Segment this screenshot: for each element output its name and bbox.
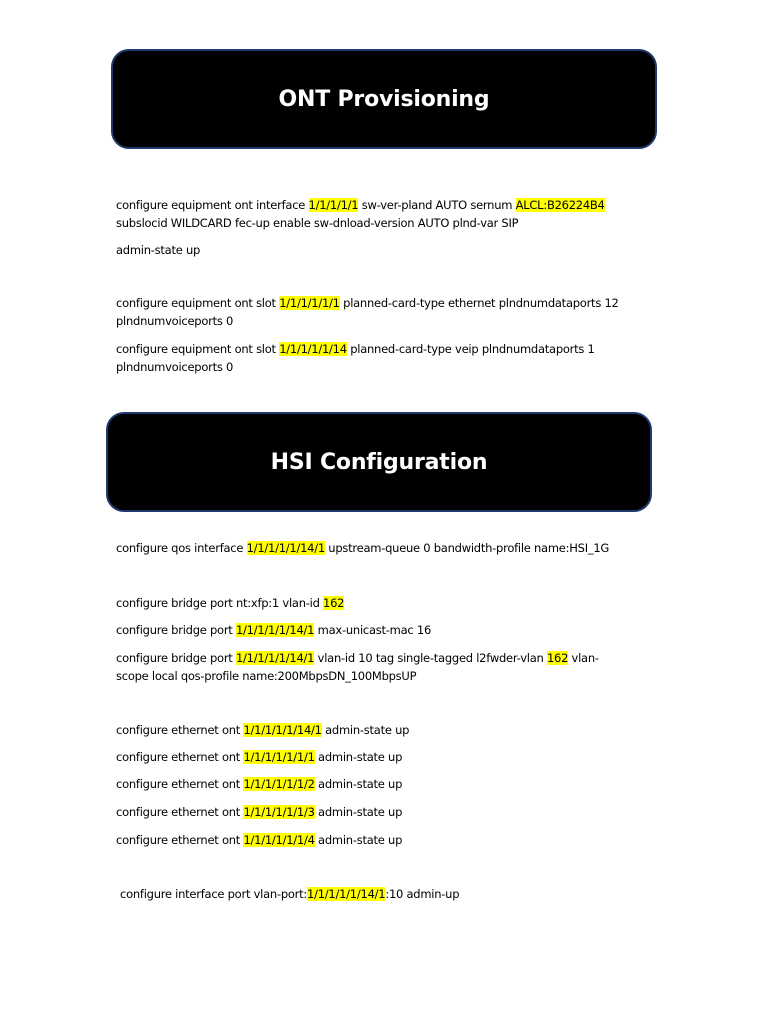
command-ethernet-ont [116, 831, 676, 849]
highlight-slot-id: 1/1/1/1/1/14 [279, 342, 347, 356]
command-text: configure ethernet ont [116, 833, 244, 847]
highlight-port-id: 1/1/1/1/1/1/1 [243, 750, 315, 764]
highlight-port-id: 1/1/1/1/1/1/3 [243, 805, 315, 819]
command-bridge-port-max-mac [116, 621, 676, 639]
command-text: configure ethernet ont [116, 750, 244, 764]
command-text: subslocid WILDCARD fec-up enable sw-dnload-version AUTO plnd-var SIP [116, 216, 519, 230]
highlight-port-id: 1/1/1/1/1/14/1 [307, 887, 386, 901]
command-text: admin-state up [314, 750, 403, 764]
highlight-ont-id: 1/1/1/1/1 [308, 198, 359, 212]
command-text: plndnumvoiceports 0 [116, 360, 234, 374]
command-text: configure ethernet ont [116, 805, 244, 819]
command-text: upstream-queue 0 bandwidth-profile name:HSI_1G [324, 541, 610, 555]
command-ethernet-ont [116, 803, 676, 821]
highlight-serial-number: ALCL:B26224B4 [515, 198, 605, 212]
command-text: vlan- [568, 651, 599, 665]
command-text: configure bridge port [116, 623, 236, 637]
command-text: :10 admin-up [385, 887, 460, 901]
command-text: max-unicast-mac 16 [314, 623, 432, 637]
highlight-port-id: 1/1/1/1/1/14/1 [246, 541, 325, 555]
command-bridge-port-xfp [116, 594, 676, 612]
highlight-port-id: 1/1/1/1/1/1/2 [243, 777, 315, 791]
command-admin-state [116, 241, 676, 259]
command-ethernet-ont [116, 775, 676, 793]
command-ethernet-ont [116, 748, 676, 766]
command-text: admin-state up [321, 723, 410, 737]
section-title-hsi-configuration: HSI Configuration [270, 449, 488, 475]
command-text: planned-card-type veip plndnumdataports 1 [346, 342, 595, 356]
command-text: admin-state up [116, 243, 201, 257]
command-ont-slot-veip [116, 340, 676, 376]
command-text: admin-state up [314, 833, 403, 847]
command-text: plndnumvoiceports 0 [116, 314, 234, 328]
command-text: configure equipment ont slot [116, 296, 280, 310]
command-bridge-port-vlan [116, 649, 676, 685]
highlight-port-id: 1/1/1/1/1/1/4 [243, 833, 315, 847]
highlight-slot-id: 1/1/1/1/1/1 [279, 296, 340, 310]
highlight-vlan-id: 162 [546, 651, 569, 665]
highlight-port-id: 1/1/1/1/1/14/1 [243, 723, 322, 737]
highlight-port-id: 1/1/1/1/1/14/1 [235, 623, 315, 637]
command-text: configure ethernet ont [116, 777, 244, 791]
command-text: admin-state up [314, 805, 403, 819]
command-text: scope local qos-profile name:200MbpsDN_100MbpsUP [116, 669, 417, 683]
section-banner-hsi-configuration [106, 412, 652, 512]
command-text: configure equipment ont interface [116, 198, 309, 212]
command-text: sw-ver-pland AUTO sernum [358, 198, 516, 212]
command-text: vlan-id 10 tag single-tagged l2fwder-vlan [314, 651, 547, 665]
command-text: configure qos interface [116, 541, 247, 555]
command-text: configure bridge port [116, 651, 236, 665]
highlight-vlan-id: 162 [323, 596, 345, 610]
section-title-ont-provisioning: ONT Provisioning [278, 86, 490, 112]
command-ethernet-ont [116, 721, 676, 739]
command-interface-vlan-port [120, 885, 680, 903]
command-text: admin-state up [314, 777, 403, 791]
command-text: configure equipment ont slot [116, 342, 280, 356]
command-ont-slot-ethernet [116, 294, 676, 330]
section-banner-ont-provisioning [111, 49, 657, 149]
command-qos-interface [116, 539, 676, 557]
command-text: configure interface port vlan-port: [120, 887, 308, 901]
command-text: planned-card-type ethernet plndnumdataports 12 [339, 296, 619, 310]
command-ont-interface [116, 196, 676, 232]
command-text: configure bridge port nt:xfp:1 vlan-id [116, 596, 324, 610]
highlight-port-id: 1/1/1/1/1/14/1 [235, 651, 315, 665]
command-text: configure ethernet ont [116, 723, 244, 737]
